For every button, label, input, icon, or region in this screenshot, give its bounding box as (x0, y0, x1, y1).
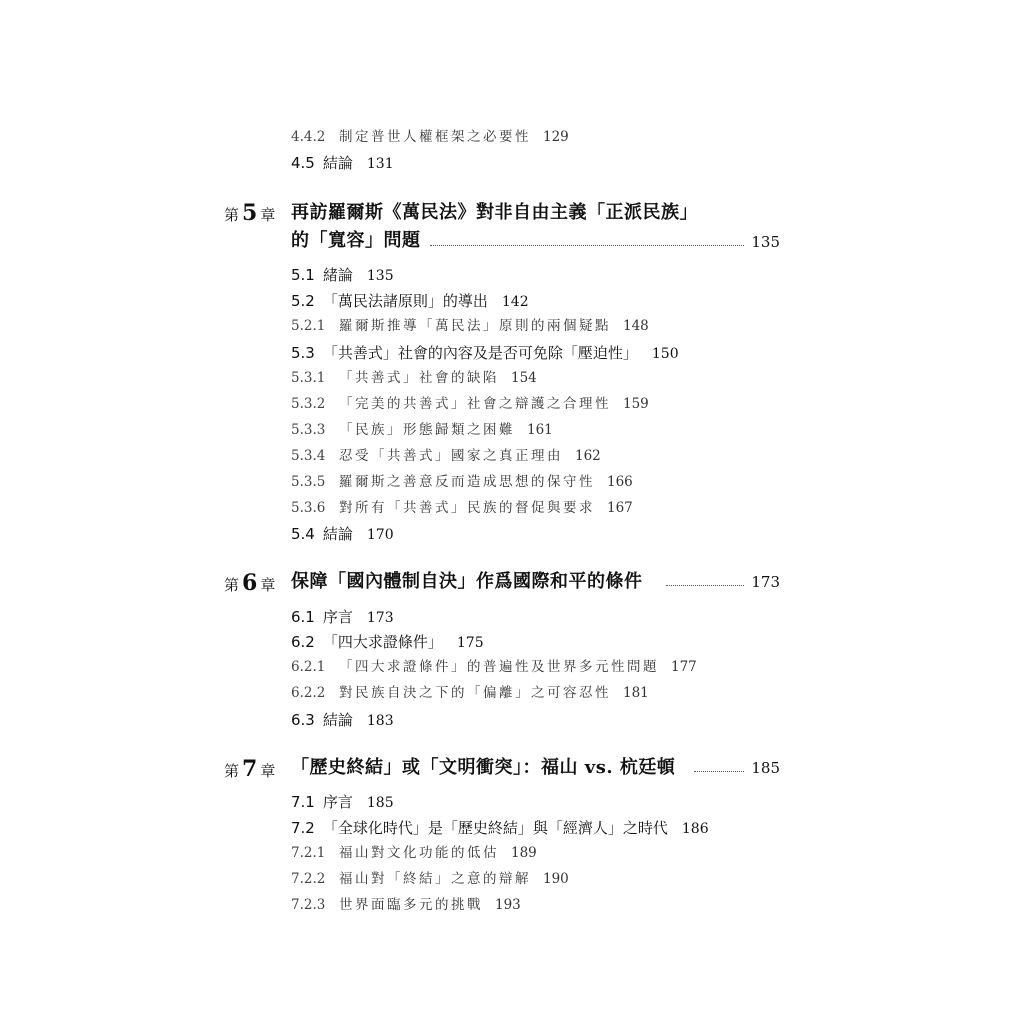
toc-entry-5-3 (291, 346, 679, 361)
section-title: 忍受「共善式」國家之真正理由 (339, 448, 563, 464)
section-number: 4.4.2 (291, 129, 326, 145)
chapter-6-title: 保障「國內體制自決」作爲國際和平的條件 (291, 571, 643, 592)
section-number: 6.3 (291, 711, 315, 729)
section-number: 6.2 (291, 633, 315, 651)
toc-entry-5-3-4 (291, 450, 601, 464)
toc-entry-6-2 (291, 635, 484, 650)
page-number: 190 (543, 871, 569, 887)
section-number: 5.2.1 (291, 318, 326, 334)
page-number: 131 (366, 156, 394, 172)
chapter-7-label (224, 758, 275, 780)
section-title: 「共善式」社會的缺陷 (339, 370, 499, 386)
page-number: 142 (501, 294, 529, 310)
section-title: 「四大求證條件」 (322, 633, 443, 651)
section-number: 7.2.3 (291, 897, 326, 913)
section-number: 6.1 (291, 608, 315, 626)
page-number: 181 (623, 685, 649, 701)
page-number: 135 (366, 268, 394, 284)
toc-entry-5-3-1 (291, 372, 537, 386)
chapter-label-prefix: 第 (224, 206, 240, 224)
page-number: 175 (456, 635, 484, 651)
chapter-5-page-number: 135 (751, 233, 780, 251)
section-number: 6.2.2 (291, 685, 326, 701)
section-title: 世界面臨多元的挑戰 (339, 897, 483, 913)
toc-entry-5-3-5 (291, 476, 633, 490)
toc-entry-4-5 (291, 156, 394, 171)
toc-entry-4-4-2 (291, 131, 569, 145)
chapter-5-title-line-1: 再訪羅爾斯《萬民法》對非自由主義「正派民族」 (291, 202, 698, 223)
section-title: 「完美的共善式」社會之辯護之合理性 (339, 396, 611, 412)
page-number: 167 (607, 500, 633, 516)
toc-entry-6-3 (291, 713, 394, 728)
section-number: 5.3.4 (291, 448, 326, 464)
section-number: 5.4 (291, 525, 315, 543)
toc-entry-6-1 (291, 610, 394, 625)
page-number: 148 (623, 318, 649, 334)
page-number: 186 (681, 821, 709, 837)
page-number: 166 (607, 474, 633, 490)
section-number: 5.2 (291, 292, 315, 310)
section-title: 結論 (322, 154, 353, 172)
page-number: 154 (511, 370, 537, 386)
chapter-label-suffix: 章 (260, 576, 276, 594)
page-number: 177 (671, 659, 697, 675)
section-number: 5.3.1 (291, 370, 326, 386)
dot-leader (430, 245, 744, 246)
toc-entry-6-2-1 (291, 661, 697, 675)
page-number: 150 (651, 346, 679, 362)
chapter-6-label (224, 572, 275, 594)
toc-entry-5-3-3 (291, 424, 553, 438)
dot-leader (694, 771, 744, 772)
section-number: 6.2.1 (291, 659, 326, 675)
chapter-number: 5 (242, 200, 258, 226)
page-number: 129 (543, 129, 569, 145)
section-number: 5.3.6 (291, 500, 326, 516)
toc-entry-7-1 (291, 795, 394, 810)
chapter-7-page-number: 185 (751, 759, 780, 777)
chapter-label-prefix: 第 (224, 576, 240, 594)
chapter-label-suffix: 章 (260, 762, 276, 780)
toc-entry-7-2-3 (291, 899, 521, 913)
section-number: 4.5 (291, 154, 315, 172)
section-number: 7.2.1 (291, 845, 326, 861)
chapter-label-suffix: 章 (260, 206, 276, 224)
section-number: 7.2 (291, 819, 315, 837)
page-number: 193 (495, 897, 521, 913)
section-title: 結論 (322, 711, 353, 729)
section-title: 緒論 (322, 266, 353, 284)
chapter-5-label (224, 202, 275, 224)
chapter-number: 6 (242, 570, 258, 596)
toc-entry-7-2-2 (291, 873, 569, 887)
section-number: 5.3.5 (291, 474, 326, 490)
chapter-6-page-number: 173 (751, 573, 780, 591)
toc-entry-5-2-1 (291, 320, 649, 334)
section-title: 序言 (322, 793, 353, 811)
section-number: 7.2.2 (291, 871, 326, 887)
toc-entry-5-2 (291, 294, 529, 309)
page-number: 170 (366, 527, 394, 543)
page-number: 183 (366, 713, 394, 729)
toc-entry-5-3-6 (291, 502, 633, 516)
section-title: 羅爾斯推導「萬民法」原則的兩個疑點 (339, 318, 611, 334)
section-title: 結論 (322, 525, 353, 543)
dot-leader (666, 585, 744, 586)
toc-entry-5-4 (291, 527, 394, 542)
chapter-label-prefix: 第 (224, 762, 240, 780)
page-number: 185 (366, 795, 394, 811)
page-number: 161 (527, 422, 553, 438)
toc-entry-7-2-1 (291, 847, 537, 861)
section-title: 「萬民法諸原則」的導出 (322, 292, 488, 310)
section-number: 5.3 (291, 344, 315, 362)
toc-entry-5-3-2 (291, 398, 649, 412)
section-title: 福山對「終結」之意的辯解 (339, 871, 531, 887)
page-number: 162 (575, 448, 601, 464)
section-title: 對所有「共善式」民族的督促與要求 (339, 500, 595, 516)
section-title: 對民族自決之下的「偏離」之可容忍性 (339, 685, 611, 701)
section-title: 「民族」形態歸類之困難 (339, 422, 515, 438)
section-title: 福山對文化功能的低估 (339, 845, 499, 861)
section-title: 羅爾斯之善意反而造成思想的保守性 (339, 474, 595, 490)
section-title: 制定普世人權框架之必要性 (339, 129, 531, 145)
toc-entry-7-2 (291, 821, 709, 836)
page-number: 173 (366, 610, 394, 626)
section-title: 「共善式」社會的內容及是否可免除「壓迫性」 (322, 344, 638, 362)
section-number: 5.3.3 (291, 422, 326, 438)
toc-entry-5-1 (291, 268, 394, 283)
section-title: 「四大求證條件」的普遍性及世界多元性問題 (339, 659, 659, 675)
section-number: 5.3.2 (291, 396, 326, 412)
page-number: 189 (511, 845, 537, 861)
toc-entry-6-2-2 (291, 687, 649, 701)
section-title: 「全球化時代」是「歷史終結」與「經濟人」之時代 (322, 819, 668, 837)
section-number: 7.1 (291, 793, 315, 811)
page-number: 159 (623, 396, 649, 412)
chapter-number: 7 (242, 756, 258, 782)
section-title: 序言 (322, 608, 353, 626)
chapter-7-title: 「歷史終結」或「文明衝突」：福山 vs. 杭廷頓 (291, 757, 676, 778)
section-number: 5.1 (291, 266, 315, 284)
chapter-5-title-line-2: 的「寬容」問題 (291, 230, 421, 251)
